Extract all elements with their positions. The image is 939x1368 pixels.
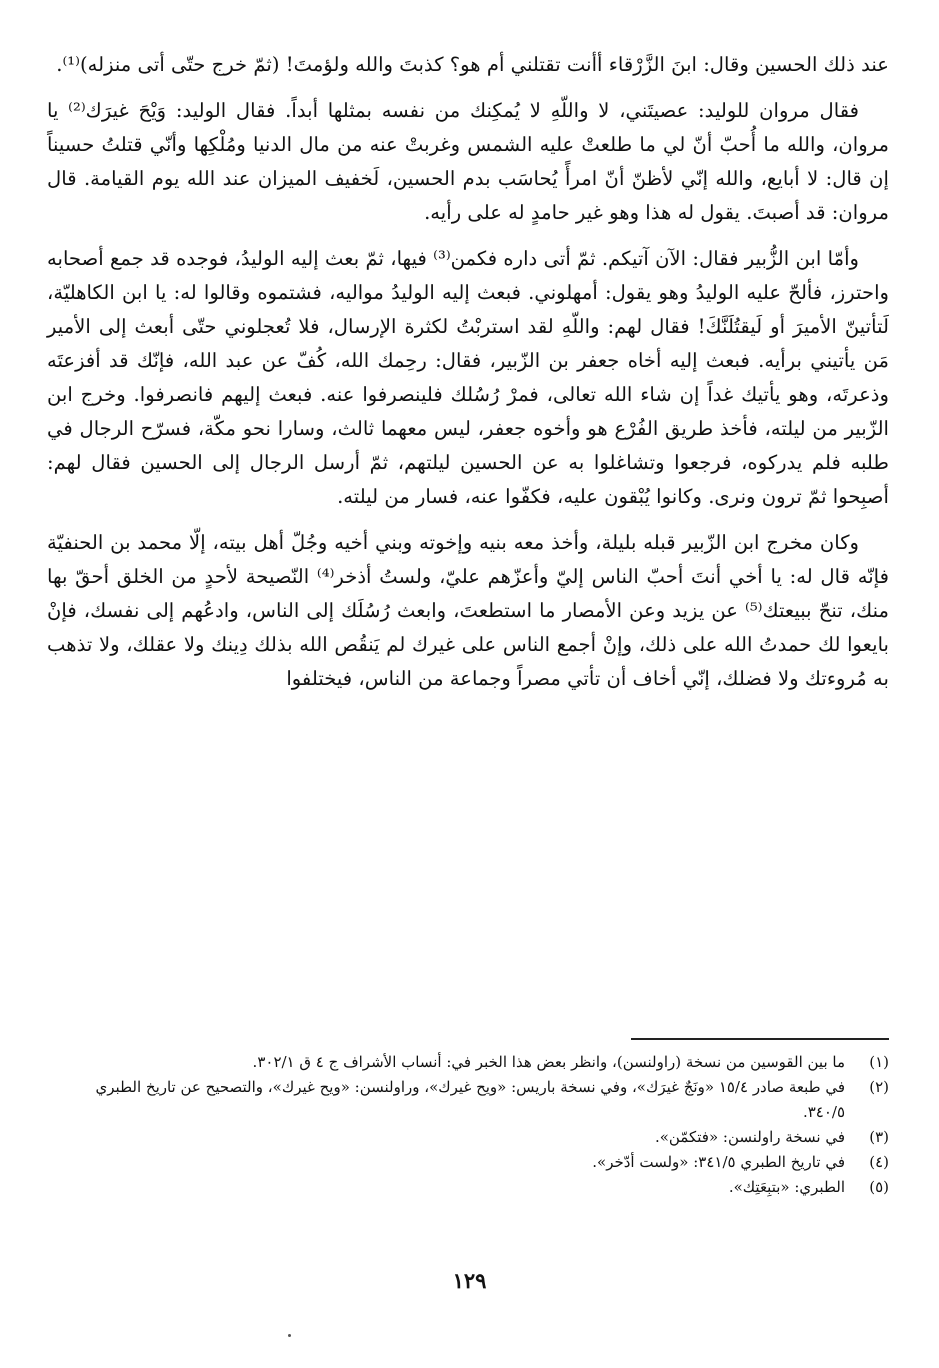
footnote-text: ما بين القوسين من نسخة (راولنسن)، وانظر بعض هذا الخبر في: أنساب الأشراف ج ٤ ق ٣٠٢/١. bbox=[252, 1053, 845, 1071]
main-text-block bbox=[47, 48, 889, 708]
footnote-5 bbox=[49, 1175, 889, 1200]
footnote-separator-rule bbox=[631, 1038, 889, 1040]
footnote-text: في نسخة راولنسن: «فتكمّن». bbox=[654, 1128, 845, 1146]
body-paragraph-4: وكان مخرج ابن الزّبير قبله بليلة، وأخذ معه بنيه وإخوته وبني أخيه وجُلّ أهل بيته، إلّا محمد بن الحنفيّة فإنّه قال له: يا أخي أنتَ أحبّ الناس إليّ وأعزّهم عليّ، ولستُ أذخر⁽⁴⁾ النّصيحة لأحدٍ من الخلق أحقّ بها منك، تنحّ ببيعتك⁽⁵⁾ عن يزيد وعن الأمصار ما استطعتَ، وابعث رُسُلَك إلى الناس، وادعُهم إلى نفسك، فإنْ بايعوا لك حمدتُ الله على ذلك، وإنْ أجمع الناس على غيرك لم يَنقُص الله بذلك دِينك ولا عقلك، ولا تذهب به مُروءتك ولا فضلك، إنّي أخاف أن تأتي مصراً وجماعة من الناس، فيختلفوا bbox=[47, 531, 889, 690]
footnote-number: (٣) bbox=[869, 1128, 889, 1146]
footnote-4 bbox=[49, 1150, 889, 1175]
body-paragraph-2: فقال مروان للوليد: عصيتَني، لا واللّهِ لا يُمكِنك من نفسه بمثلها أبداً. فقال الوليد: وَيْحَ غيرَك⁽²⁾ يا مروان، والله ما أُحبّ أنّ لي ما طلعتْ عليه الشمس وغربتْ عنه من مال الدنيا ومُلْكِها وأنّي قتلتُ حسيناً إن قال: لا أبايع، والله إنّي لأظنّ أنّ امرأً يُحاسَب بدم الحسين، لَخفيف الميزان عند الله يوم القيامة. قال مروان: قد أصبتَ. يقول له هذا وهو غير حامدٍ له على رأيه. bbox=[47, 99, 889, 224]
footnotes-block bbox=[49, 1050, 889, 1200]
body-paragraph-3: وأمّا ابن الزُّبير فقال: الآن آتيكم. ثمّ أتى داره فكمن⁽³⁾ فيها، ثمّ بعث إليه الوليدُ، فوجده قد جمع أصحابه واحترز، فألحّ عليه الوليدُ وهو يقول: أمهلوني. فبعث إليه الوليدُ مواليه، فشتموه وقالوا له: يا ابن الكاهليّة، لَتأتينّ الأميرَ أو لَيقتُلَنَّكَ! فقال لهم: واللّهِ لقد استربْتُ لكثرة الإرسال، فلا تُعجلوني حتّى أبعث إلى الأمير مَن يأتيني برأيه. فبعث إليه أخاه جعفر بن الزّبير، فقال: رحِمك الله، كُفّ عن عبد الله، فإنّك قد أفزعتَه وذعرتَه، وهو يأتيك غداً إن شاء الله تعالى، فمرْ رُسُلك فلينصرفوا عنه. فبعث إليهم فانصرفوا. وخرج ابن الزّبير من ليلته، فأخذ طريق الفُرْع هو وأخوه جعفر، ليس معهما ثالث، وسارا نحو مكّة، فسرّح الرجال في طلبه فلم يدركوه، فرجعوا وتشاغلوا به عن الحسين ليلتهم، ثمّ أرسل الرجال إلى الحسين فقال لهم: أصبِحوا ثمّ ترون ونرى. وكانوا يُبْقون عليه، فكفّوا عنه، فسار من ليلته. bbox=[47, 247, 889, 508]
footnote-number: (٢) bbox=[869, 1078, 889, 1096]
footnote-number: (٥) bbox=[869, 1178, 889, 1196]
page-number: ١٢٩ bbox=[452, 1268, 487, 1293]
footnote-text: في تاريخ الطبري ٣٤١/٥: «ولست أدّخر». bbox=[592, 1153, 845, 1171]
footnote-3 bbox=[49, 1125, 889, 1150]
scan-speck bbox=[288, 1334, 291, 1337]
footnote-text: في طبعة صادر ١٥/٤ «ونَجٌ غيرَك»، وفي نسخة باريس: «ويح غيرك»، وراولنسن: «ويح غيرك»، والتصحيح عن تاريخ الطبري ٣٤٠/٥. bbox=[95, 1078, 845, 1121]
footnote-number: (٤) bbox=[869, 1153, 889, 1171]
footnote-number: (١) bbox=[869, 1053, 889, 1071]
footnote-2 bbox=[49, 1075, 889, 1125]
body-paragraph-1: عند ذلك الحسين وقال: ابنَ الزَّرْقاء أأنت تقتلني أم هو؟ كذبتَ والله ولؤمتَ! (ثمّ خرج حتّى أتى منزله)⁽¹⁾. bbox=[56, 53, 889, 76]
footnote-text: الطبري: «بتبِعَتِك». bbox=[728, 1178, 845, 1196]
footnote-1 bbox=[49, 1050, 889, 1075]
